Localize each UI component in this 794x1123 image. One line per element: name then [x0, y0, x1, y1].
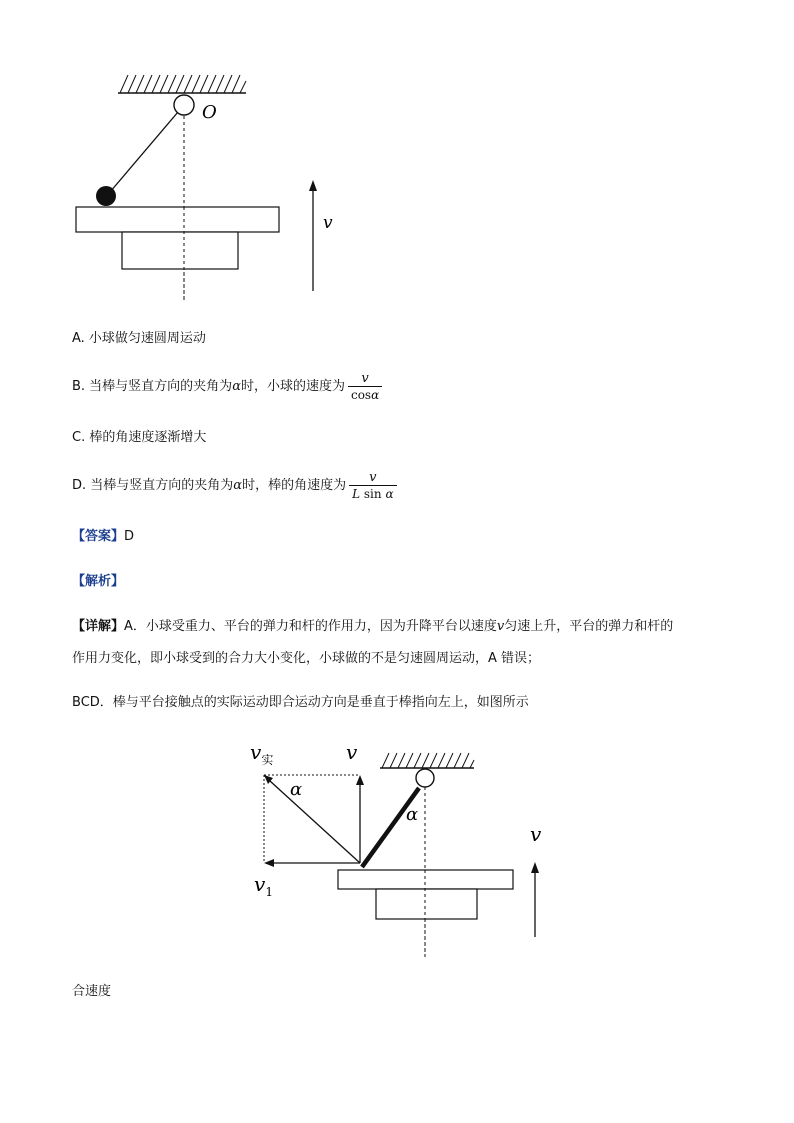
label-v-real-sub: 实 [261, 753, 274, 767]
option-d-numerator: v [369, 470, 377, 485]
platform-base-2 [376, 889, 477, 919]
option-b-numerator: v [361, 371, 369, 386]
ceiling-hatch [120, 75, 246, 93]
option-d-den-var: α [385, 487, 394, 501]
option-b-mid: 时，小球的速度为 [240, 379, 345, 394]
label-v-real-main: v [250, 740, 262, 764]
footer-line [72, 983, 111, 1001]
option-b-fraction [348, 372, 382, 402]
option-d-mid: 时，棒的角速度为 [242, 478, 347, 493]
label-v1-sub: 1 [265, 885, 273, 899]
detail-line-2 [72, 650, 540, 668]
figure-velocity-decomposition [240, 735, 560, 965]
detail-line-3 [72, 694, 529, 712]
option-b [72, 372, 382, 402]
rod [110, 112, 178, 192]
label-v-up: v [346, 740, 358, 764]
option-b-denominator [348, 386, 382, 402]
option-d-den-l: L [352, 487, 361, 501]
label-v1 [254, 872, 273, 899]
detail-line-3-text: BCD．棒与平台接触点的实际运动即合运动方向是垂直于棒指向左上，如图所示 [72, 695, 529, 710]
pivot-circle-2 [416, 769, 434, 787]
v1-arrowhead [264, 859, 274, 867]
option-c [72, 429, 206, 447]
label-alpha-left: α [290, 779, 303, 800]
label-o: O [202, 102, 217, 123]
label-alpha-rod: α [406, 804, 419, 825]
option-d-alpha: α [233, 478, 243, 493]
option-d-text: D. 当棒与竖直方向的夹角为 [72, 478, 234, 493]
detail-line-1 [72, 618, 673, 636]
detail-line-2-text: 作用力变化，即小球受到的合力大小变化，小球做的不是匀速圆周运动，A 错误； [72, 651, 541, 666]
option-a [72, 330, 206, 348]
option-d-den-fn: sin [363, 487, 382, 501]
option-d-denominator [349, 485, 396, 501]
figure-pendulum-platform [60, 60, 360, 310]
ball [96, 186, 116, 206]
detail-line-1-a: A．小球受重力、平台的弹力和杆的作用力，因为升降平台以速度 [124, 619, 497, 634]
option-d [72, 471, 397, 501]
answer-tag: 【答案】 [72, 529, 125, 544]
rod-thick [362, 788, 419, 867]
option-b-alpha: α [232, 379, 241, 394]
platform-base [122, 232, 238, 269]
v-up-arrowhead [356, 775, 364, 785]
label-v-right: v [530, 822, 542, 846]
option-b-den-fn: cos [350, 388, 372, 402]
velocity-arrowhead [309, 180, 317, 191]
option-a-text: A. 小球做匀速圆周运动 [72, 331, 206, 346]
label-v-real [250, 740, 273, 767]
answer-value: D [124, 529, 135, 544]
answer-line [72, 528, 134, 546]
label-v: v [323, 213, 333, 233]
option-c-text: C. 棒的角速度逐渐增大 [72, 430, 207, 445]
v-right-arrowhead [531, 862, 539, 873]
option-d-fraction [349, 471, 396, 501]
option-b-den-var: α [371, 388, 380, 402]
label-v1-main: v [254, 872, 266, 896]
ceiling-hatch-2 [382, 753, 474, 768]
option-b-text: B. 当棒与竖直方向的夹角为 [72, 379, 233, 394]
platform-top [76, 207, 279, 232]
detail-line-1-v: v [496, 619, 505, 634]
pivot-circle [174, 95, 194, 115]
analysis-line [72, 573, 124, 591]
detail-tag: 【详解】 [72, 619, 125, 634]
footer-text: 合速度 [72, 984, 112, 999]
analysis-tag: 【解析】 [72, 574, 125, 589]
detail-line-1-b: 匀速上升，平台的弹力和杆的 [504, 619, 674, 634]
v-real-arrow [270, 781, 360, 863]
